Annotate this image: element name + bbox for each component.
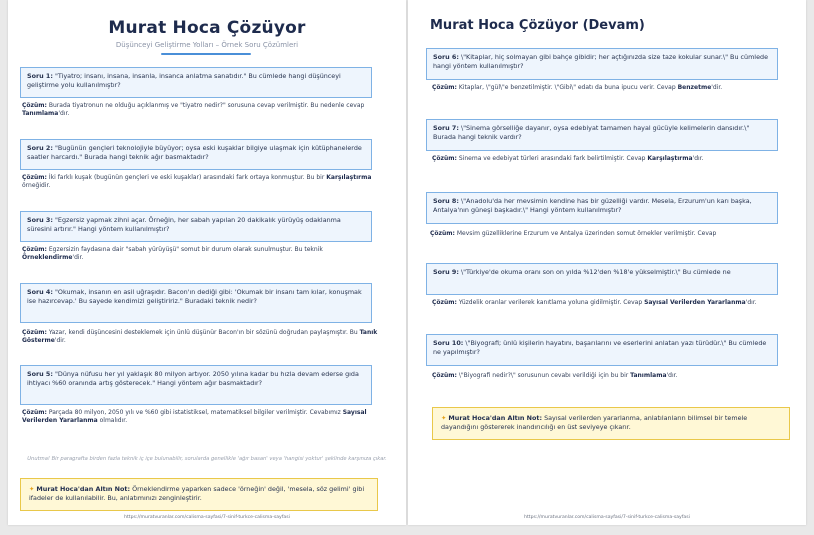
answer-highlight: Tanımlama <box>22 110 59 118</box>
question-text: \"Biyografi; ünlü kişilerin hayatını, başarılarını ve eserlerini anlatan yazı türüdür.\" Bu cümlede ne yapılmıştır? <box>433 339 767 356</box>
solution-1: Çözüm: Burada tiyatronun ne olduğu açıklanmış ve "tiyatro nedir?" sorusuna cevap verilmiştir. Bu nedenle cevap Tanımlama'dır. <box>22 102 365 118</box>
solution-6: Çözüm: Kitaplar, \"gül\"e benzetilmiştir. \"Gibi\" edatı da buna ipucu verir. Cevap Benzetme'dir. <box>432 84 723 91</box>
star-icon: ✦ <box>29 485 35 493</box>
tip-note: Unutma! Bir paragrafta birden fazla teknik iç içe bulunabilir, sorularda genellikle 'ağır basan' veya 'hangisi yoktur' şeklinde karşınıza çıkar. <box>27 456 387 462</box>
footer-url: https://muratvuranlar.com/calisma-sayfasi/7-sinif-turkce-calisma-sayfasi <box>124 515 290 520</box>
answer-highlight: Karşılaştırma <box>326 174 372 181</box>
question-box-3 <box>20 211 372 242</box>
question-box-9 <box>426 263 778 295</box>
golden-note-box <box>432 407 790 440</box>
question-box-1 <box>20 67 372 98</box>
question-text: \"Türkiye'de okuma oranı son on yılda %12'den %18'e yükselmiştir.\" Bu cümlede ne <box>460 268 731 276</box>
question-text: "Tiyatro; insanı, insana, insanla, insanca anlatma sanatıdır." Bu cümlede hangi düşünceyi geliştirme yolu kullanılmıştır? <box>27 72 341 89</box>
question-label: Soru 6: <box>433 53 459 61</box>
golden-note-box <box>20 478 378 511</box>
question-label: Soru 10: <box>433 339 464 347</box>
solution-5: Çözüm: Parçada 80 milyon, 2050 yılı ve %60 gibi istatistiksel, matematiksel bilgiler verilmiştir. Cevabımız Sayısal Verilerden Yararlanma olmalıdır. <box>22 409 367 425</box>
question-text: \"Kitaplar, hiç solmayan gibi bahçe gibidir; her açtığınızda size taze kokular sunar.\" Bu cümlede hangi yöntem kullanılmıştır? <box>433 53 769 70</box>
golden-note-text: Sayısal verilerden yararlanma, anlatılanların bilimsel bir temele dayandığını göstererek inandırıcılığı en üst seviyeye çıkarır. <box>441 414 748 431</box>
solution-3: Çözüm: Egzersizin faydasına dair "sabah yürüyüşü" somut bir durum olarak sunulmuştur. Bu teknik Örneklendirme'dir. <box>22 246 323 262</box>
answer-highlight: Karşılaştırma <box>647 155 693 162</box>
solution-10: Çözüm: \"Biyografi nedir?\" sorusunun cevabı verildiği için bu bir Tanımlama'dır. <box>432 372 678 379</box>
question-text: "Egzersiz yapmak zihni açar. Örneğin, her sabah yapılan 20 dakikalık yürüyüş odaklanma süresini artırır." Hangi yöntem kullanılmıştır? <box>27 216 341 233</box>
page-title: Murat Hoca Çözüyor <box>108 18 306 38</box>
question-label: Soru 5: <box>27 370 53 378</box>
question-box-5 <box>20 365 372 405</box>
page-title: Murat Hoca Çözüyor (Devam) <box>430 18 645 33</box>
question-text: "Bugünün gençleri teknolojiyle büyüyor; oysa eski kuşaklar bilgiye ulaşmak için kütüphanelerde saatler harcardı." Burada hangi teknik ağır basmaktadır? <box>27 144 362 161</box>
solution-4: Çözüm: Yazar, kendi düşüncesini desteklemek için ünlü düşünür Bacon'ın bir sözünü doğrudan paylaşmıştır. Bu Tanık Gösterme'dir. <box>22 329 378 345</box>
star-icon: ✦ <box>441 414 447 422</box>
solution-9: Çözüm: Yüzdelik oranlar verilerek kanıtlama yoluna gidilmiştir. Cevap Sayısal Verilerden Yararlanma'dır. <box>432 299 757 306</box>
question-label: Soru 1: <box>27 72 53 80</box>
question-label: Soru 3: <box>27 216 53 224</box>
footer-url: https://muratvuranlar.com/calisma-sayfasi/7-sinif-turkce-calisma-sayfasi <box>524 515 690 520</box>
answer-highlight: Tanımlama <box>630 372 667 379</box>
question-box-8 <box>426 192 778 224</box>
question-text: \"Sinema görselliğe dayanır, oysa edebiyat tamamen hayal gücüyle kelimelerin dansıdır.\" Burada hangi teknik vardır? <box>433 124 750 141</box>
question-label: Soru 9: <box>433 268 459 276</box>
question-box-2 <box>20 139 372 170</box>
golden-note-text: Örneklendirme yaparken sadece 'örneğin' değil, 'mesela, söz gelimi' gibi ifadeler de kullanılabilir. Bu, anlatımınızı zenginleştirir. <box>29 485 365 502</box>
title-divider <box>161 53 251 55</box>
answer-highlight: Sayısal Verilerden Yararlanma <box>22 409 367 425</box>
question-text: "Dünya nüfusu her yıl yaklaşık 80 milyon artıyor. 2050 yılına kadar bu hızla devam ederse gıda ihtiyacı %60 oranında artış gösterecek." Hangi yöntem ağır basmaktadır? <box>27 370 359 387</box>
page-subtitle: Düşünceyi Geliştirme Yolları – Örnek Soru Çözümleri <box>115 41 299 49</box>
answer-highlight: Sayısal Verilerden Yararlanma <box>644 299 746 306</box>
golden-note-label: Murat Hoca'dan Altın Not: <box>36 485 131 493</box>
question-text: "Okumak, insanın en asil uğraşıdır. Bacon'ın dediği gibi: 'Okumak bir insanı tam kılar, konuşmak ise hazırcevap.' Bu sayede kendimizi geliştiririz." Buradaki teknik nedir? <box>27 288 362 305</box>
question-label: Soru 7: <box>433 124 459 132</box>
question-label: Soru 8: <box>433 197 459 205</box>
answer-highlight: Örneklendirme <box>22 254 73 262</box>
solution-7: Çözüm: Sinema ve edebiyat türleri arasındaki fark belirtilmiştir. Cevap Karşılaştırma'dır. <box>432 155 704 162</box>
solution-8: Çözüm: Mevsim güzelliklerine Erzurum ve Antalya üzerinden somut örnekler verilmiştir. Cevap <box>430 230 717 237</box>
question-box-7 <box>426 119 778 151</box>
golden-note-label: Murat Hoca'dan Altın Not: <box>448 414 543 422</box>
answer-highlight: Benzetme <box>677 84 712 91</box>
solution-2: Çözüm: İki farklı kuşak (bugünün gençleri ve eski kuşaklar) arasındaki fark ortaya konmuştur. Bu bir Karşılaştırma örneğidir. <box>22 174 372 190</box>
question-box-4 <box>20 283 372 323</box>
question-text: \"Anadolu'da her mevsimin kendine has bir güzelliği vardır. Mesela, Erzurum'un karı başka, Antalya'nın güneşi başkadır.\" Hangi yöntem kullanılmıştır? <box>433 197 752 214</box>
answer-highlight: Tanık Gösterme <box>22 329 378 345</box>
question-box-10 <box>426 334 778 366</box>
worksheet-page-right <box>408 0 806 525</box>
question-box-6 <box>426 48 778 80</box>
worksheet-page-left <box>8 0 406 525</box>
question-label: Soru 4: <box>27 288 53 296</box>
question-label: Soru 2: <box>27 144 53 152</box>
